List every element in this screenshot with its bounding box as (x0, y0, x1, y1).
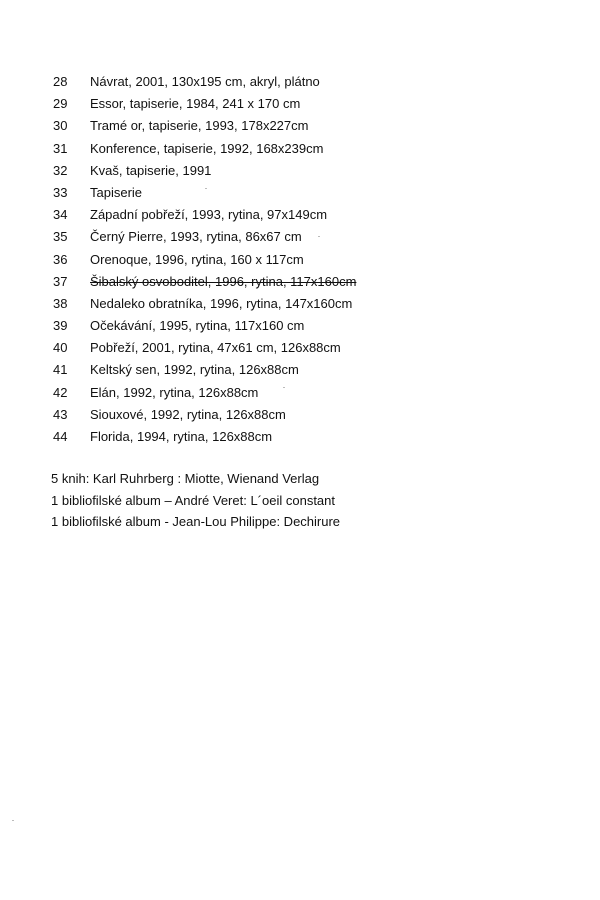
item-number: 35 (53, 229, 68, 245)
item-number: 34 (53, 207, 68, 223)
scan-speck (205, 188, 207, 189)
item-number: 36 (53, 251, 68, 267)
list-item (53, 71, 573, 93)
item-text: Siouxové, 1992, rytina, 126x88cm (90, 406, 286, 422)
item-number: 38 (53, 295, 68, 311)
books-section (51, 468, 571, 533)
list-item (53, 315, 573, 337)
item-number: 32 (53, 162, 68, 178)
list-item (53, 293, 573, 315)
list-item (53, 93, 573, 115)
item-text: Florida, 1994, rytina, 126x88cm (90, 429, 273, 444)
item-text: Očekávání, 1995, rytina, 117x160 cm (90, 318, 305, 334)
item-text: Západní pobřeží, 1993, rytina, 97x149cm (90, 207, 328, 223)
item-text: Orenoque, 1996, rytina, 160 x 117cm (90, 251, 304, 267)
item-number: 42 (53, 384, 68, 400)
book-line: 1 bibliofilské album – André Veret: L´oeil constant (51, 492, 336, 508)
list-item (53, 115, 573, 137)
item-number: 33 (53, 184, 68, 200)
list-item (53, 404, 573, 426)
list-item (53, 138, 573, 160)
item-number: 44 (53, 429, 68, 444)
list-item (53, 226, 573, 248)
list-item (53, 160, 573, 182)
item-text-struck-through: Šibalský osvoboditel, 1996, rytina, 117x160cm (90, 273, 357, 289)
list-item (53, 249, 573, 271)
book-line: 1 bibliofilské album - Jean-Lou Philippe: Dechirure (51, 514, 341, 529)
item-text: Černý Pierre, 1993, rytina, 86x67 cm (90, 229, 302, 245)
list-item (53, 182, 573, 204)
item-number: 39 (53, 318, 68, 334)
item-number: 41 (53, 362, 68, 378)
item-text: Návrat, 2001, 130x195 cm, akryl, plátno (90, 74, 320, 89)
item-number: 40 (53, 340, 68, 356)
item-text: Essor, tapiserie, 1984, 241 x 170 cm (90, 96, 301, 112)
item-text: Tapiserie (90, 184, 143, 200)
list-item (53, 426, 573, 448)
list-item (53, 359, 573, 381)
item-number: 28 (53, 74, 68, 89)
item-text: Keltský sen, 1992, rytina, 126x88cm (90, 362, 299, 378)
item-text: Nedaleko obratníka, 1996, rytina, 147x160cm (90, 295, 353, 311)
item-text: Elán, 1992, rytina, 126x88cm (90, 384, 259, 400)
item-text: Konference, tapiserie, 1992, 168x239cm (90, 140, 324, 156)
item-number: 43 (53, 406, 68, 422)
list-item (53, 382, 573, 404)
item-number: 31 (53, 140, 68, 156)
scan-speck (318, 236, 320, 237)
item-text: Pobřeží, 2001, rytina, 47x61 cm, 126x88cm (90, 340, 341, 356)
item-number: 30 (53, 118, 68, 134)
item-number: 29 (53, 96, 68, 112)
scan-speck (12, 820, 14, 821)
item-number: 37 (53, 273, 68, 289)
scan-speck (283, 387, 285, 388)
artwork-list (53, 71, 573, 448)
list-item (53, 204, 573, 226)
list-item-struck (53, 271, 573, 293)
book-line: 5 knih: Karl Ruhrberg : Miotte, Wienand Verlag (51, 471, 320, 486)
item-text: Kvaš, tapiserie, 1991 (90, 162, 212, 178)
item-text: Tramé or, tapiserie, 1993, 178x227cm (90, 118, 309, 134)
list-item (53, 337, 573, 359)
